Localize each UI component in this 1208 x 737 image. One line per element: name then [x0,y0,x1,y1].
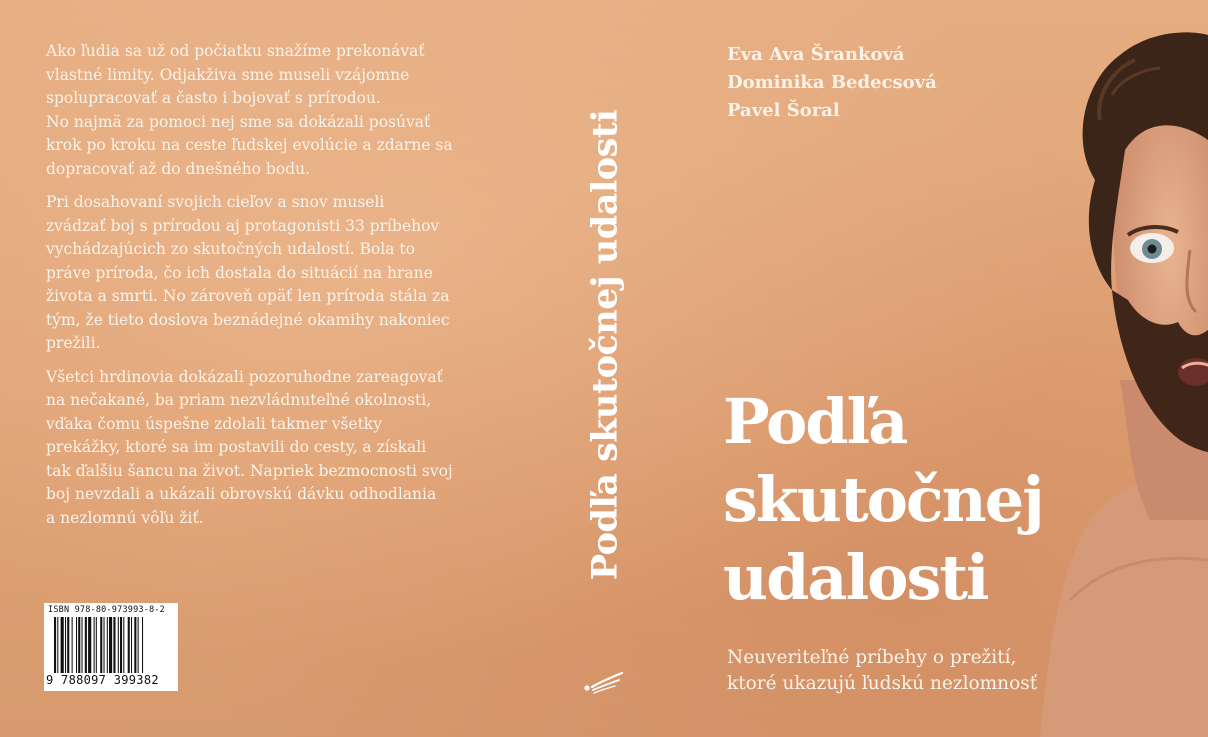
book-subtitle [727,645,1037,697]
publisher-logo-icon [582,669,624,695]
author-name: Pavel Šoral [727,100,840,121]
subtitle-line: Neuveriteľné príbehy o prežití, [727,647,1017,668]
isbn-label: ISBN 978-80-973993-8-2 [48,605,165,615]
subtitle-line: ktoré ukazujú ľudskú nezlomnosť [727,673,1038,694]
back-cover-blurb [46,40,486,540]
author-name: Eva Ava Šranková [727,44,905,65]
title-line: Podľa [723,385,907,458]
author-list [727,41,937,125]
barcode-digits: 9 788097 399382 [46,673,159,687]
spine-title: Podľa skutočnej udalosti [584,109,626,581]
blurb-paragraph-1: Ako ľudia sa už od počiatku snažíme prekonávať vlastné limity. Odjakživa sme museli vzájomne spolupracovať a často i bojovať s prírodou. No najmä za pomoci nej sme sa dokázali posúvať krok po kroku na ceste ľudskej evolúcie a zdarne sa dopracovať až do dnešného bodu. [46,42,453,178]
isbn-barcode [44,603,178,691]
book-title [723,383,1043,617]
bearded-man-illustration [1000,0,1208,737]
author-name: Dominika Bedecsová [727,72,937,93]
title-line: skutočnej [723,463,1043,536]
blurb-paragraph-2: Pri dosahovaní svojich cieľov a snov museli zvádzať boj s prírodou aj protagonisti 33 príbehov vychádzajúcich zo skutočných udalostí. Bola to práve príroda, čo ich dostala do situácií na hrane života a smrti. No zároveň opäť len príroda stála za tým, že tieto doslova beznádejné okamihy nakoniec prežili. [46,193,450,352]
blurb-paragraph-3: Všetci hrdinovia dokázali pozoruhodne zareagovať na nečakané, ba priam nezvládnuteľné okolnosti, vďaka čomu úspešne zdolali takmer všetky prekážky, ktoré sa im postavili do cesty, a získali tak ďalšiu šancu na život. Napriek bezmocnosti svoj boj nevzdali a ukázali obrovskú dávku odhodlania a nezlomnú vôľu žiť. [46,367,453,527]
title-line: udalosti [723,541,988,614]
barcode-bars [54,617,172,673]
